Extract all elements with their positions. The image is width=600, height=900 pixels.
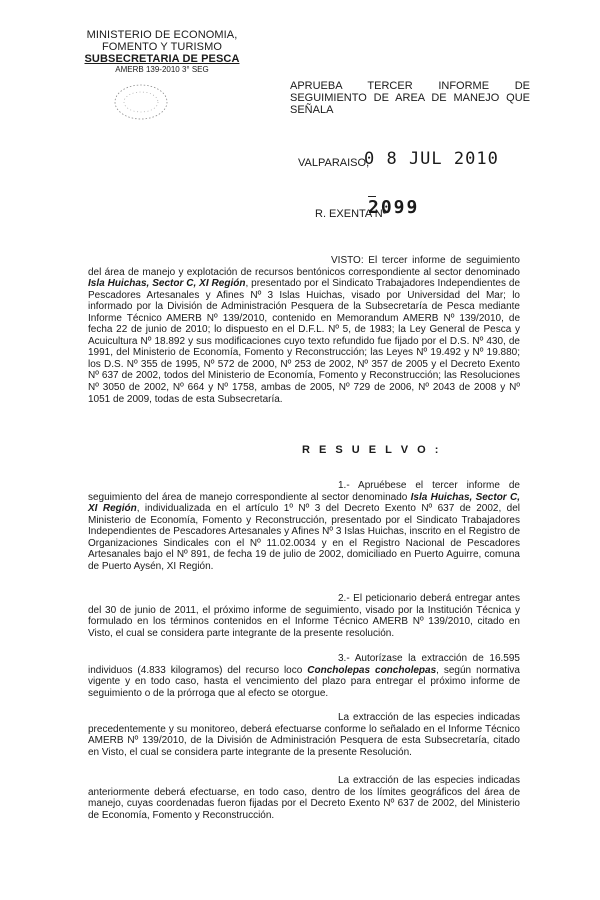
date-stamp: 0 8 JUL 2010	[364, 149, 499, 169]
article-1: 1.- Apruébese el tercer informe de seguimiento del área de manejo correspondiente al sector denominado Isla Huichas, Sector C, XI Región, individualizada en el artículo 1º Nº 3 del Decreto Exento Nº 637 de 2002, del Ministerio de Economía, Fomento y Reconstrucción, presentado por el Sindicato Trabajadores Independientes de Pescadores Artesanales y Afines Nº 3 Islas Huichas, inscrito en el Registro de Organizaciones Sindicales con el Nº 11.02.0034 y en el Registro Nacional de Pescadores Artesanales bajo el Nº 891, de fecha 19 de julio de 2002, domiciliado en Puerto Aguirre, comuna de Puerto Aysén, XI Región.	[88, 480, 520, 572]
resolution-number: 2099	[368, 197, 420, 218]
species-name: Concholepas concholepas	[307, 664, 437, 676]
subject-line-3: SEÑALA	[290, 104, 334, 116]
subject-line-2: SEGUIMIENTO DE AREA DE MANEJO QUE	[290, 92, 530, 104]
subject-line-1: APRUEBA TERCER INFORME DE	[290, 80, 530, 92]
sector-name: Isla Huichas, Sector C, XI Región	[88, 278, 246, 290]
ministry-header	[62, 29, 262, 75]
article-3: 3.- Autorízase la extracción de 16.595 individuos (4.833 kilogramos) del recurso loco Concholepas concholepas, según normativa vigente y en todo caso, hasta el vencimiento del plazo para entregar el próximo informe de seguimiento o de la prórroga que al efecto se otorgue.	[88, 653, 520, 699]
visto-paragraph: VISTO: El tercer informe de seguimiento del área de manejo y explotación de recursos bentónicos correspondiente al sector denominado Isla Huichas, Sector C, XI Región, presentado por el Sindicato Trabajadores Independientes de Pescadores Artesanales y Afines Nº 3 Islas Huichas, visado por Universidad del Mar; lo informado por la División de Administración Pesquera de la Subsecretaría de Pesca mediante Informe Técnico AMERB Nº 139/2010, contenido en Memorandum AMERB Nº 139/2010, de fecha 22 de junio de 2010; lo dispuesto en el D.F.L. Nº 5, de 1983; la Ley General de Pesca y Acuicultura Nº 18.892 y sus modificaciones cuyo texto refundido fue fijado por el D.S. Nº 430, de 1991, del Ministerio de Economía, Fomento y Reconstrucción; las Leyes Nº 19.492 y Nº 19.880; los D.S. Nº 355 de 1995, Nº 572 de 2000, Nº 253 de 2002, Nº 357 de 2005 y el Decreto Exento Nº 637 de 2002, todos del Ministerio de Economía, Fomento y Reconstrucción; las Resoluciones Nº 3050 de 2002, Nº 664 y Nº 1758, ambas de 2005, Nº 729 de 2006, Nº 2043 de 2008 y Nº 1051 de 2009, todas de esta Subsecretaría.	[88, 255, 520, 405]
place-label: VALPARAISO,	[298, 157, 370, 169]
resuelvo-title: R E S U E L V O :	[302, 444, 442, 456]
extraction-limits-paragraph: La extracción de las especies indicadas anteriormente deberá efectuarse, en todo caso, dentro de los límites geográficos del área de manejo, cuyas coordenadas fueron fijadas por el Decreto Exento Nº 637 de 2002, del Ministerio de Economía, Fomento y Reconstrucción.	[88, 775, 520, 821]
ministry-name: MINISTERIO DE ECONOMIA,	[86, 29, 238, 41]
article-2: 2.- El peticionario deberá entregar antes del 30 de junio de 2011, el próximo informe de seguimiento, visado por la Institución Técnica y formulado en los términos contenidos en el Informe Técnico AMERB Nº 139/2010, citado en Visto, el cual se considera parte integrante de la presente resolución.	[88, 593, 520, 639]
stamp-seal-icon	[112, 82, 170, 122]
ministry-name-line2: FOMENTO Y TURISMO	[101, 41, 223, 53]
resolution-label: R. EXENTA Nº	[315, 208, 387, 220]
extraction-monitoring-paragraph: La extracción de las especies indicadas precedentemente y su monitoreo, deberá efectuarse conforme lo señalado en el Informe Técnico AMERB Nº 139/2010, de la División de Administración Pesquera de esta Subsecretaría, citado en Visto, el cual se considera parte integrante de la presente Resolución.	[88, 712, 520, 758]
sector-name: Isla Huichas, Sector C, XI Región	[88, 491, 520, 515]
undersecretariat-name: SUBSECRETARIA DE PESCA	[84, 53, 240, 65]
file-reference: AMERB 139-2010 3° SEG	[115, 65, 209, 74]
